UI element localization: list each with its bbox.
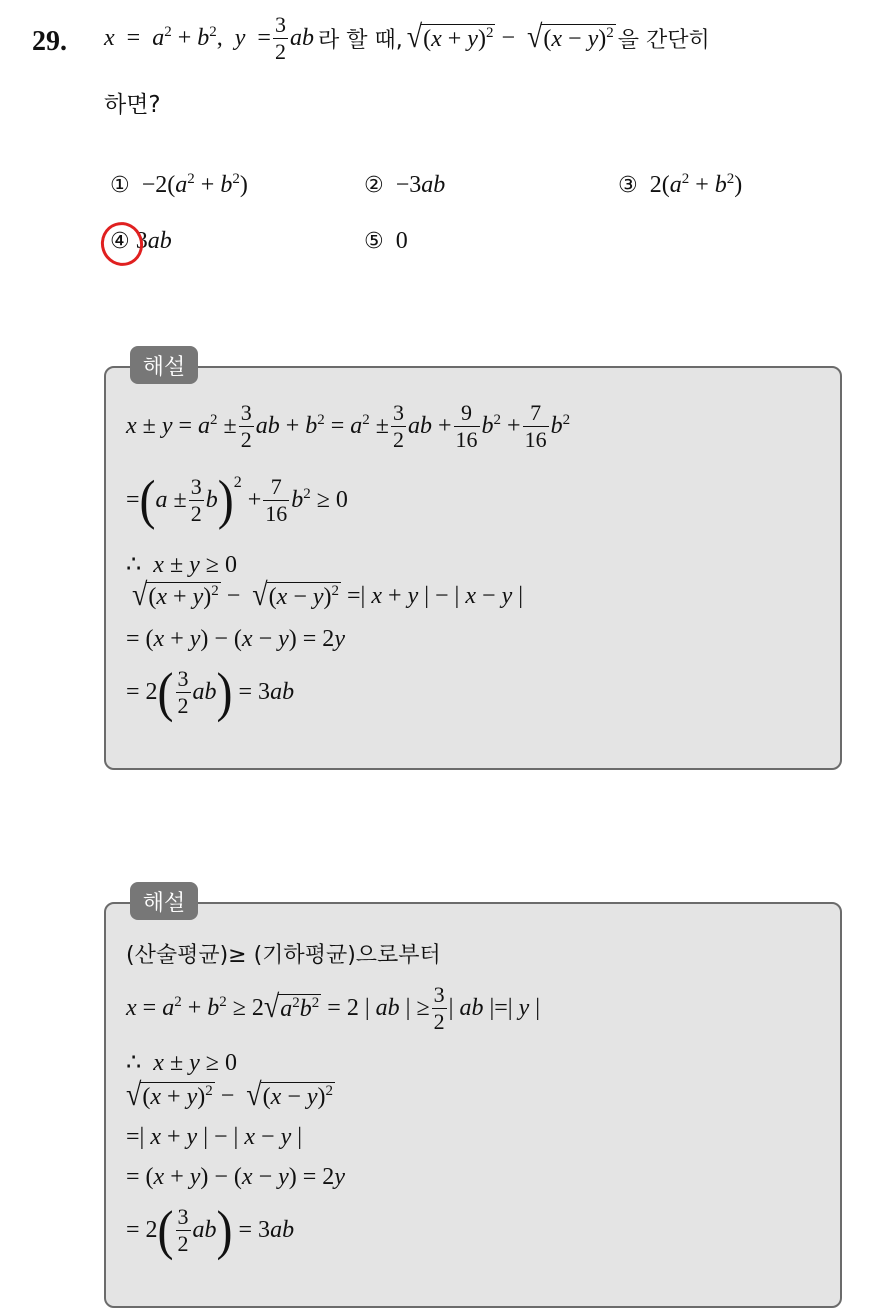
choice-1[interactable]: ① $-2(a^2 + b^2)$ bbox=[110, 171, 248, 198]
solution-tag-2: 해설 bbox=[130, 882, 198, 920]
question-line2: 하면? bbox=[104, 92, 161, 118]
solution2-line-6: = 2 ( $\frac{3}{2}$ ab ) = 3ab bbox=[126, 1199, 295, 1261]
question-number: 29. bbox=[32, 26, 67, 57]
question-tail: 라 할 때, bbox=[317, 28, 403, 53]
solution2-line-3: √ $(x + y)^2$ − √ $(x - y)^2$ bbox=[126, 1077, 334, 1114]
solution2-line-4: =| x + y | − | x − y | bbox=[126, 1124, 303, 1150]
solution2-line-5: = (x + y) − (x − y) = 2y bbox=[126, 1164, 345, 1190]
solution1-line-4: √ $(x + y)^2$ − √ $(x - y)^2$ =| x + y | − | x − y | bbox=[132, 577, 524, 614]
solution-tag-1: 해설 bbox=[130, 346, 198, 384]
answer-circle-mark bbox=[95, 217, 149, 272]
solution1-line-5: = (x + y) − (x − y) = 2y bbox=[126, 626, 345, 652]
solution1-line-1: $x \pm y = a^2$ ± $\frac{3}{2}$ ab + $b^2 = a^2$ ± $\frac{3}{2}$ ab + $\frac{9}{16}$ $b^2$ + $\frac{7}{16}$ $b^2$ bbox=[126, 400, 571, 452]
question-text: $x = a^2 + b^2$, y = $\frac{3}{2}$ ab 라 할 때, √ $(x + y)^2$ − √ $(x - y)^2$ 을 간단히 bbox=[104, 12, 710, 64]
question-verb: 을 간단히 bbox=[617, 28, 710, 53]
solution2-line-1: $x = a^2 + b^2 \ge 2$ √ $a^2b^2$ = 2 | ab | ≥ $\frac{3}{2}$ | ab |=| y | bbox=[126, 982, 541, 1034]
choice-3[interactable]: ③ $2(a^2 + b^2)$ bbox=[618, 171, 743, 198]
solution2-line-2: ∴ x ± y ≥ 0 bbox=[126, 1050, 237, 1076]
choice-5[interactable]: ⑤ 0 bbox=[364, 228, 408, 254]
solution1-line-6: = 2 ( $\frac{3}{2}$ ab ) = 3ab bbox=[126, 661, 295, 723]
choice-2[interactable]: ② −3ab bbox=[364, 172, 446, 198]
solution2-intro: (산술평균)≥ (기하평균)으로부터 bbox=[126, 943, 441, 968]
choice-4[interactable]: ④ 3ab bbox=[110, 228, 172, 254]
solution1-line-3: ∴ x ± y ≥ 0 bbox=[126, 552, 237, 578]
solution1-line-2: = ( a ± $\frac{3}{2}$ b ) 2 + $\frac{7}{16}$ $b^2 \ge 0$ bbox=[126, 469, 348, 531]
